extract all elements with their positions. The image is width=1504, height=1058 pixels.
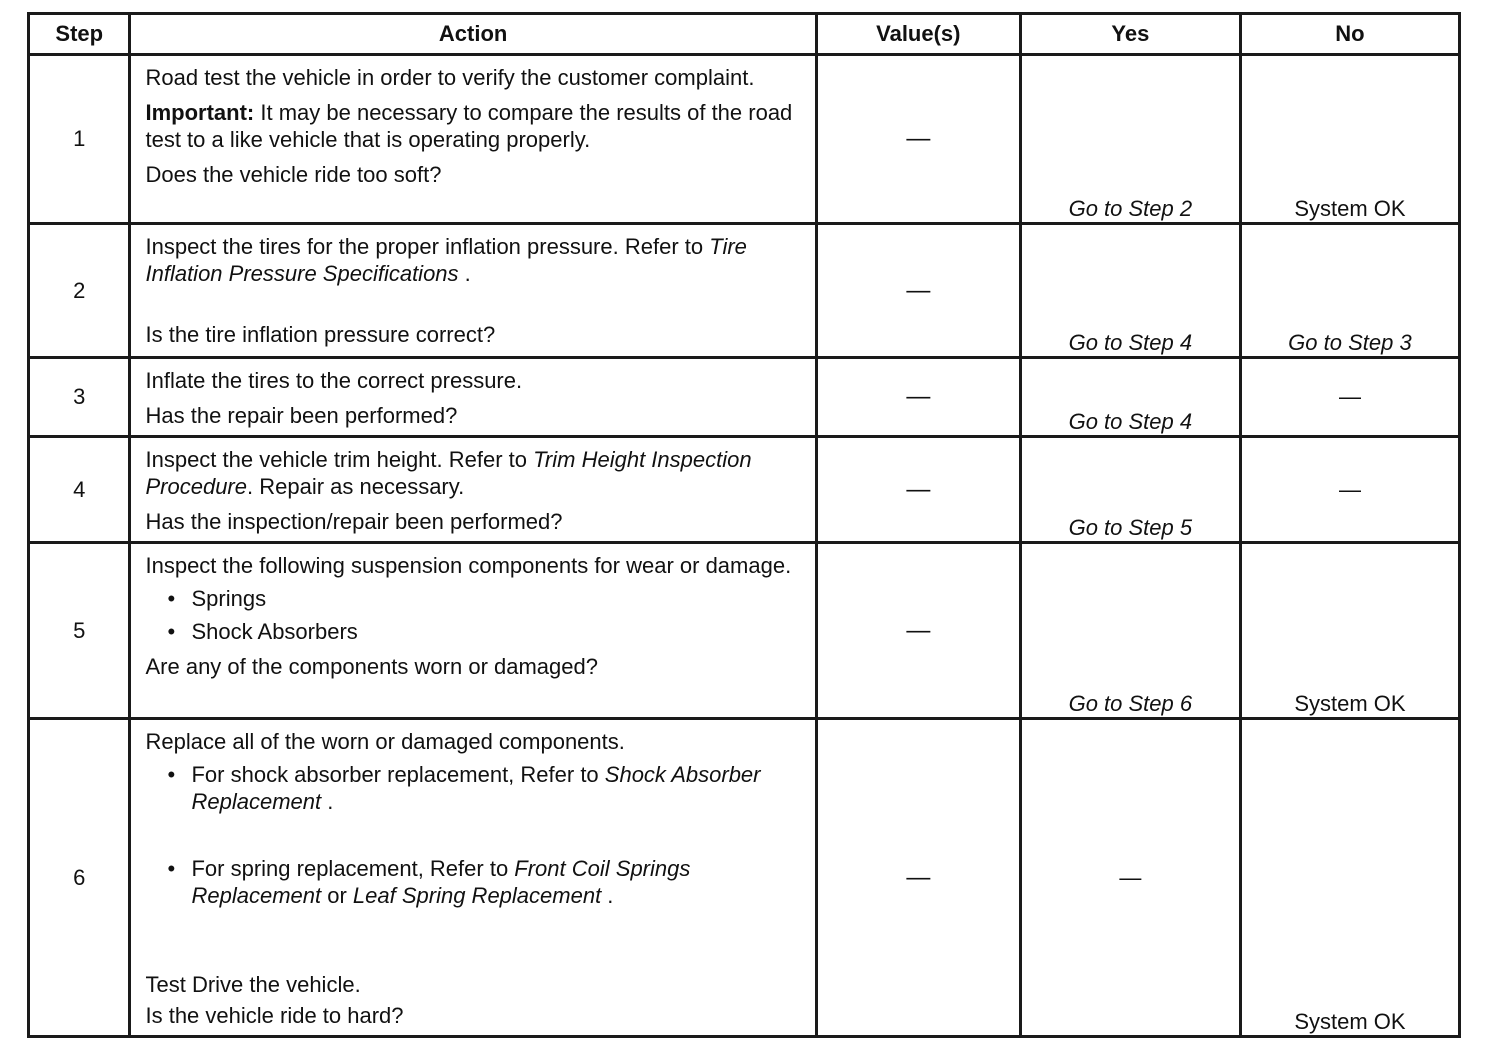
no-cell: System OK [1240,55,1459,224]
reference-link[interactable]: Trim Height Inspection Procedure [145,447,752,499]
important-label: Important: [145,100,255,125]
diagnostic-table [27,12,1461,1038]
table-row [29,437,1460,543]
action-text: Inflate the tires to the correct pressure. [145,368,523,393]
action-question: Has the repair been performed? [145,403,458,428]
action-text-part: Inspect the tires for the proper inflation pressure. Refer to [145,234,710,259]
header-yes: Yes [1020,14,1240,55]
action-cell [130,543,816,719]
header-step: Step [29,14,130,55]
action-question: Is the vehicle ride to hard? [145,1003,404,1028]
action-cell [130,55,816,224]
header-no: No [1240,14,1459,55]
action-cell [130,437,816,543]
value-cell: — [816,55,1020,224]
no-cell: — [1240,358,1459,437]
bullet-text: For shock absorber replacement, Refer to [191,762,605,787]
step-number: 2 [29,224,130,358]
action-text-part: Inspect the vehicle trim height. Refer to [145,447,534,472]
bullet-item: • Springs [167,585,804,612]
value-cell: — [816,437,1020,543]
yes-cell: Go to Step 4 [1020,224,1240,358]
reference-link[interactable]: Tire Inflation Pressure Specifications [145,234,747,286]
header-row [29,14,1460,55]
yes-cell: Go to Step 4 [1020,358,1240,437]
table-row [29,543,1460,719]
action-text-end: . Repair as necessary. [247,474,465,499]
action-question: Are any of the components worn or damaged? [145,654,598,679]
action-cell [130,719,816,1037]
no-cell: System OK [1240,543,1459,719]
action-text [145,446,804,500]
yes-cell: — [1020,719,1240,1037]
reference-link[interactable]: Leaf Spring Replacement [352,883,602,908]
action-text: Inspect the following suspension components for wear or damage. [145,553,792,578]
value-cell: — [816,224,1020,358]
bullet-text-end: . [321,789,334,814]
action-text: Test Drive the vehicle. [145,972,361,997]
table-row [29,719,1460,1037]
table-row [29,224,1460,358]
important-note [145,99,804,153]
value-cell: — [816,358,1020,437]
bullet-text-mid: or [321,883,353,908]
table-row [29,55,1460,224]
bullet-item [167,761,804,815]
reference-link[interactable]: Shock Absorber Replacement [191,762,761,814]
step-number: 3 [29,358,130,437]
action-cell [130,224,816,358]
step-number: 5 [29,543,130,719]
action-question: Does the vehicle ride too soft? [145,162,442,187]
yes-cell: Go to Step 6 [1020,543,1240,719]
table-row [29,358,1460,437]
reference-link[interactable]: Front Coil Springs Replacement [191,856,691,908]
step-number: 6 [29,719,130,1037]
action-text-end: . [458,261,471,286]
bullet-item [167,855,804,909]
yes-cell: Go to Step 5 [1020,437,1240,543]
action-cell [130,358,816,437]
action-text: Replace all of the worn or damaged components. [145,729,625,754]
value-cell: — [816,543,1020,719]
bullet-text-end: . [601,883,614,908]
header-action: Action [130,14,816,55]
value-cell: — [816,719,1020,1037]
action-text: Road test the vehicle in order to verify the customer complaint. [145,65,755,90]
bullet-text: For spring replacement, Refer to [191,856,515,881]
bullet-item: • Shock Absorbers [167,618,804,645]
important-text: It may be necessary to compare the results of the road test to a like vehicle that is operating properly. [145,100,793,152]
step-number: 4 [29,437,130,543]
header-values: Value(s) [816,14,1020,55]
no-cell: Go to Step 3 [1240,224,1459,358]
no-cell: System OK [1240,719,1459,1037]
action-question: Has the inspection/repair been performed? [145,509,563,534]
yes-cell: Go to Step 2 [1020,55,1240,224]
no-cell: — [1240,437,1459,543]
action-question: Is the tire inflation pressure correct? [145,322,496,347]
step-number: 1 [29,55,130,224]
action-text [145,233,804,287]
